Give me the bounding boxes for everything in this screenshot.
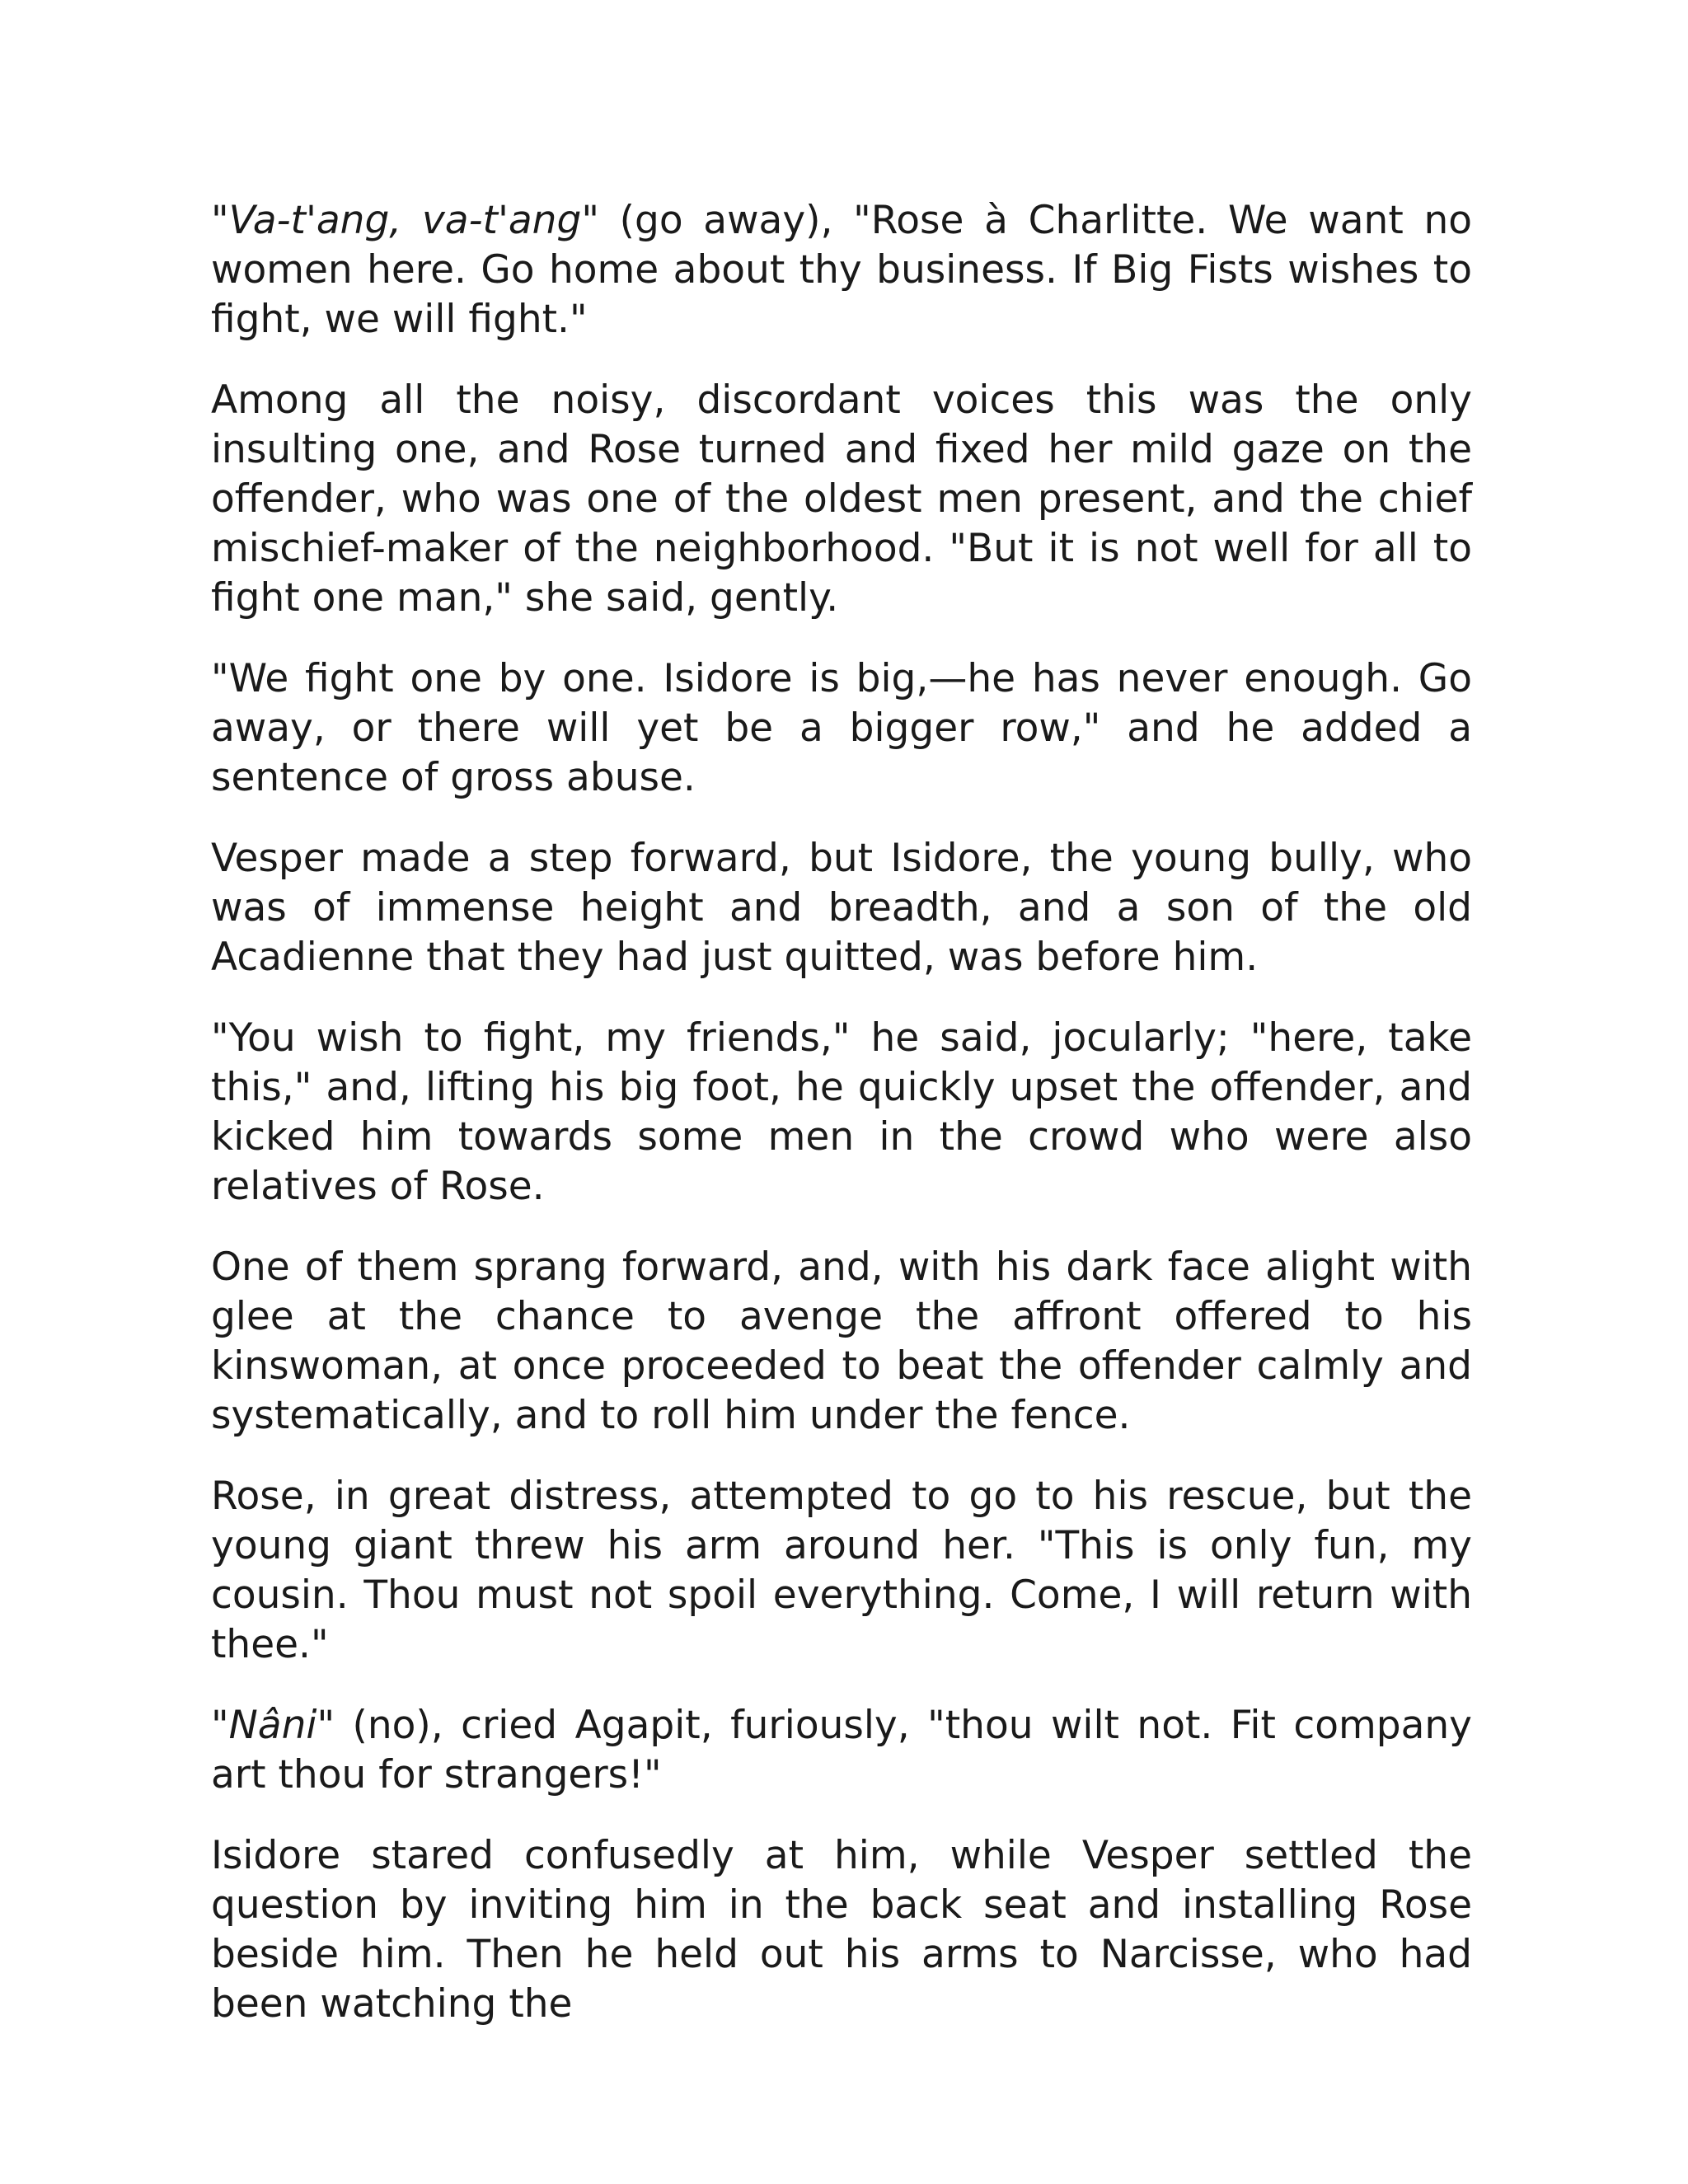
paragraph-8: "Nâni" (no), cried Agapit, furiously, "thou wilt not. Fit company art thou for strangers!" <box>211 1703 1472 1797</box>
paragraph-1: "Va-t'ang, va-t'ang" (go away), "Rose à Charlitte. We want no women here. Go home about thy business. If Big Fists wishes to fight, we will fight." <box>211 198 1473 342</box>
paragraph-2: Among all the noisy, discordant voices this was the only insulting one, and Rose turned and fixed her mild gaze on the offender, who was one of the oldest men present, and the chief mischief-maker of the neighborhood. "But it is not well for all to fight one man," she said, gently. <box>211 377 1472 621</box>
paragraph-3: "We fight one by one. Isidore is big,—he has never enough. Go away, or there will yet be a bigger row," and he added a sentence of gross abuse. <box>211 656 1472 800</box>
paragraph-5: "You wish to fight, my friends," he said, jocularly; "here, take this," and, lifting his big foot, he quickly upset the offender, and kicked him towards some men in the crowd who were also relatives of Rose. <box>211 1015 1472 1209</box>
italic-phrase: Va-t'ang, va-t'ang <box>228 198 582 243</box>
italic-phrase: Nâni <box>228 1703 317 1748</box>
document-page <box>211 196 1472 2060</box>
paragraph-9: Isidore stared confusedly at him, while Vesper settled the question by inviting him in the back seat and installing Rose beside him. Then he held out his arms to Narcisse, who had been watching the <box>211 1833 1472 2027</box>
paragraph-7: Rose, in great distress, attempted to go to his rescue, but the young giant threw his arm around her. "This is only fun, my cousin. Thou must not spoil everything. Come, I will return with thee." <box>211 1474 1472 1667</box>
paragraph-6: One of them sprang forward, and, with his dark face alight with glee at the chance to avenge the affront offered to his kinswoman, at once proceeded to beat the offender calmly and systematically, and to roll him under the fence. <box>211 1244 1472 1438</box>
paragraph-4: Vesper made a step forward, but Isidore, the young bully, who was of immense height and breadth, and a son of the old Acadienne that they had just quitted, was before him. <box>211 836 1472 980</box>
